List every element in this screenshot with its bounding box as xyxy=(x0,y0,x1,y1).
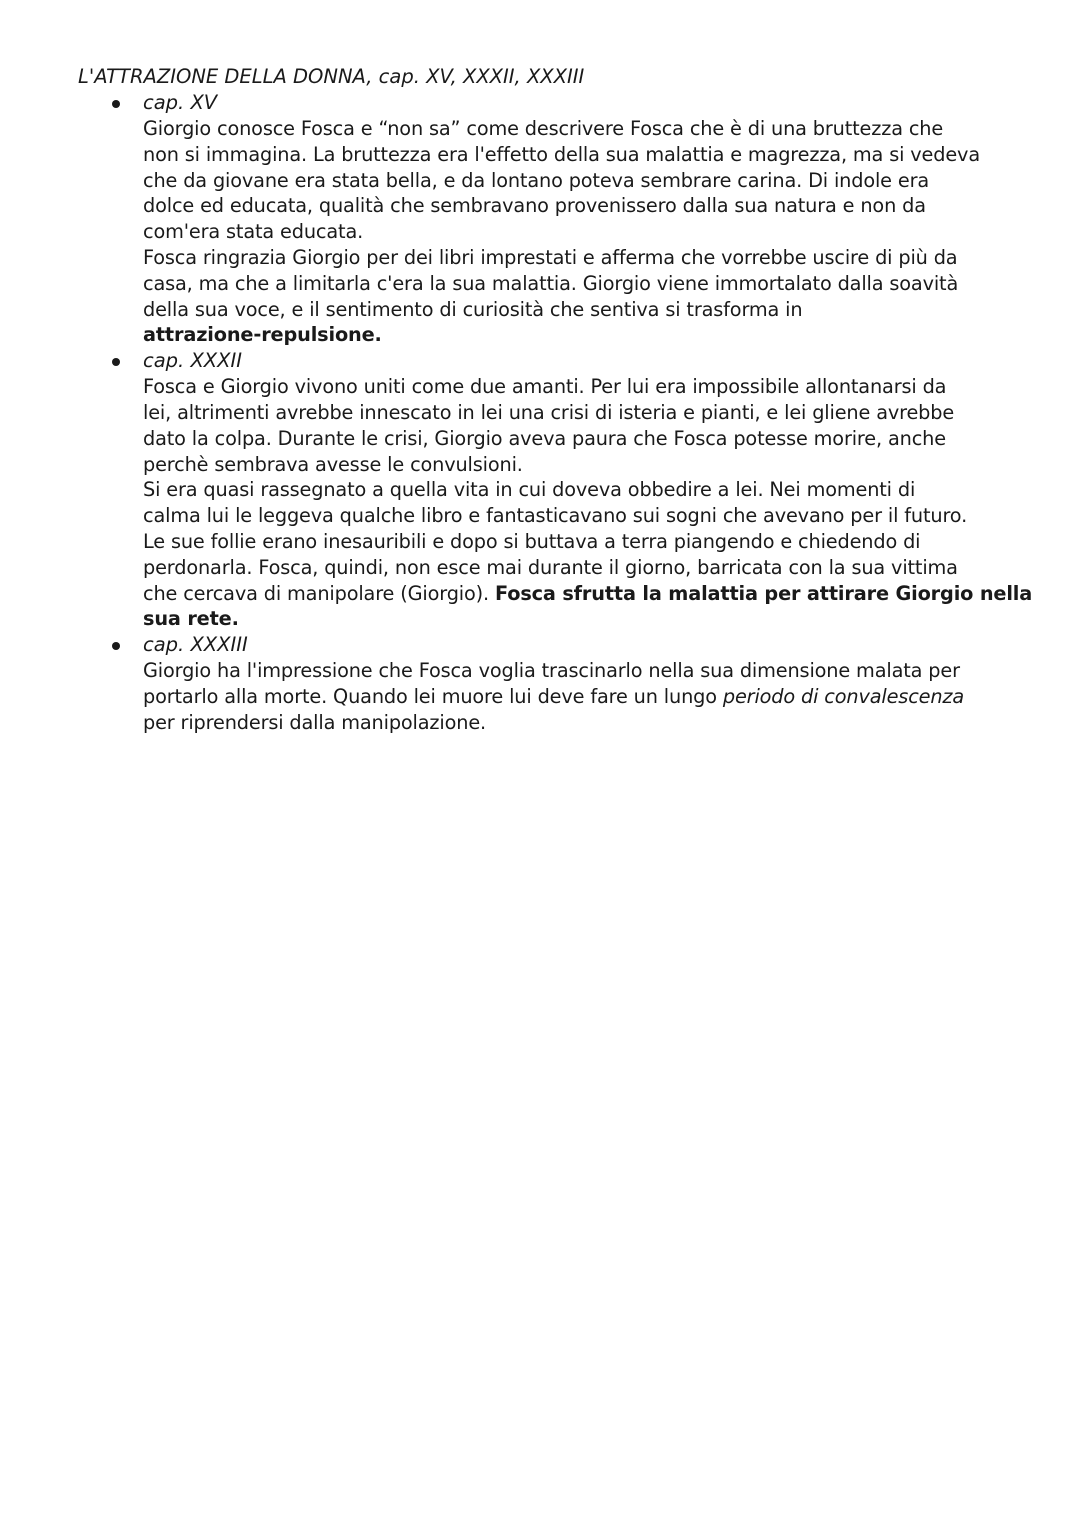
text-line: non si immagina. La bruttezza era l'effetto della sua malattia e magrezza, ma si vedeva xyxy=(143,142,980,166)
plain-text: portarlo alla morte. Quando lei muore lui deve fare un lungo xyxy=(143,684,723,708)
chapter-paragraph xyxy=(143,658,1043,735)
bullet-icon xyxy=(112,358,120,366)
chapter-heading: cap. XXXIII xyxy=(143,633,248,657)
text-line xyxy=(143,684,1043,710)
chapter-heading: cap. XXXII xyxy=(143,349,243,373)
text-line: Fosca ringrazia Giorgio per dei libri imprestati e afferma che vorrebbe uscire di più da xyxy=(143,245,958,269)
text-line: per riprendersi dalla manipolazione. xyxy=(143,710,487,734)
chapter-section-xxxii xyxy=(0,348,1080,632)
chapter-paragraph xyxy=(143,374,1043,477)
text-line: dolce ed educata, qualità che sembravano provenissero dalla sua natura e non da xyxy=(143,194,926,218)
italic-text: periodo di convalescenza xyxy=(722,684,965,708)
bold-text: Fosca sfrutta la malattia per attirare Giorgio nella xyxy=(494,581,1033,605)
text-line: Giorgio ha l'impressione che Fosca voglia trascinarlo nella sua dimensione malata per xyxy=(143,659,960,683)
text-line: calma lui le leggeva qualche libro e fantasticavano sui sogni che avevano per il futuro. xyxy=(143,504,968,528)
chapter-section-xxxiii xyxy=(0,632,1080,735)
chapter-paragraph xyxy=(143,477,1043,632)
chapter-list xyxy=(0,90,1080,736)
bullet-icon xyxy=(112,642,120,650)
text-line: che da giovane era stata bella, e da lontano poteva sembrare carina. Di indole era xyxy=(143,168,930,192)
text-line xyxy=(143,581,1043,607)
text-line: dato la colpa. Durante le crisi, Giorgio aveva paura che Fosca potesse morire, anche xyxy=(143,426,946,450)
text-line: Giorgio conosce Fosca e “non sa” come descrivere Fosca che è di una bruttezza che xyxy=(143,117,944,140)
text-line: perchè sembrava avesse le convulsioni. xyxy=(143,452,523,476)
text-line: Le sue follie erano inesauribili e dopo si buttava a terra piangendo e chiedendo di xyxy=(143,529,921,553)
text-line: perdonarla. Fosca, quindi, non esce mai durante il giorno, barricata con la sua vittima xyxy=(143,555,958,579)
chapter-paragraph xyxy=(143,116,1043,245)
text-line: Si era quasi rassegnato a quella vita in cui doveva obbedire a lei. Nei momenti di xyxy=(143,478,916,502)
text-line: casa, ma che a limitarla c'era la sua malattia. Giorgio viene immortalato dalla soavità xyxy=(143,271,959,295)
bullet-icon xyxy=(112,100,120,108)
text-line: Fosca e Giorgio vivono uniti come due amanti. Per lui era impossibile allontanarsi da xyxy=(143,375,947,399)
chapter-paragraph xyxy=(143,245,1043,348)
document-title: L'ATTRAZIONE DELLA DONNA, cap. XV, XXXII, XXXIII xyxy=(78,65,585,88)
text-line: della sua voce, e il sentimento di curiosità che sentiva si trasforma in xyxy=(143,297,803,321)
text-line: com'era stata educata. xyxy=(143,220,364,244)
chapter-section-xv xyxy=(0,90,1080,348)
bold-text: sua rete. xyxy=(143,607,239,631)
plain-text: che cercava di manipolare (Giorgio). xyxy=(143,581,495,605)
chapter-heading: cap. XV xyxy=(143,91,218,114)
bold-text: attrazione-repulsione. xyxy=(143,323,382,347)
text-line: lei, altrimenti avrebbe innescato in lei una crisi di isteria e pianti, e lei gliene avrebbe xyxy=(143,400,955,424)
